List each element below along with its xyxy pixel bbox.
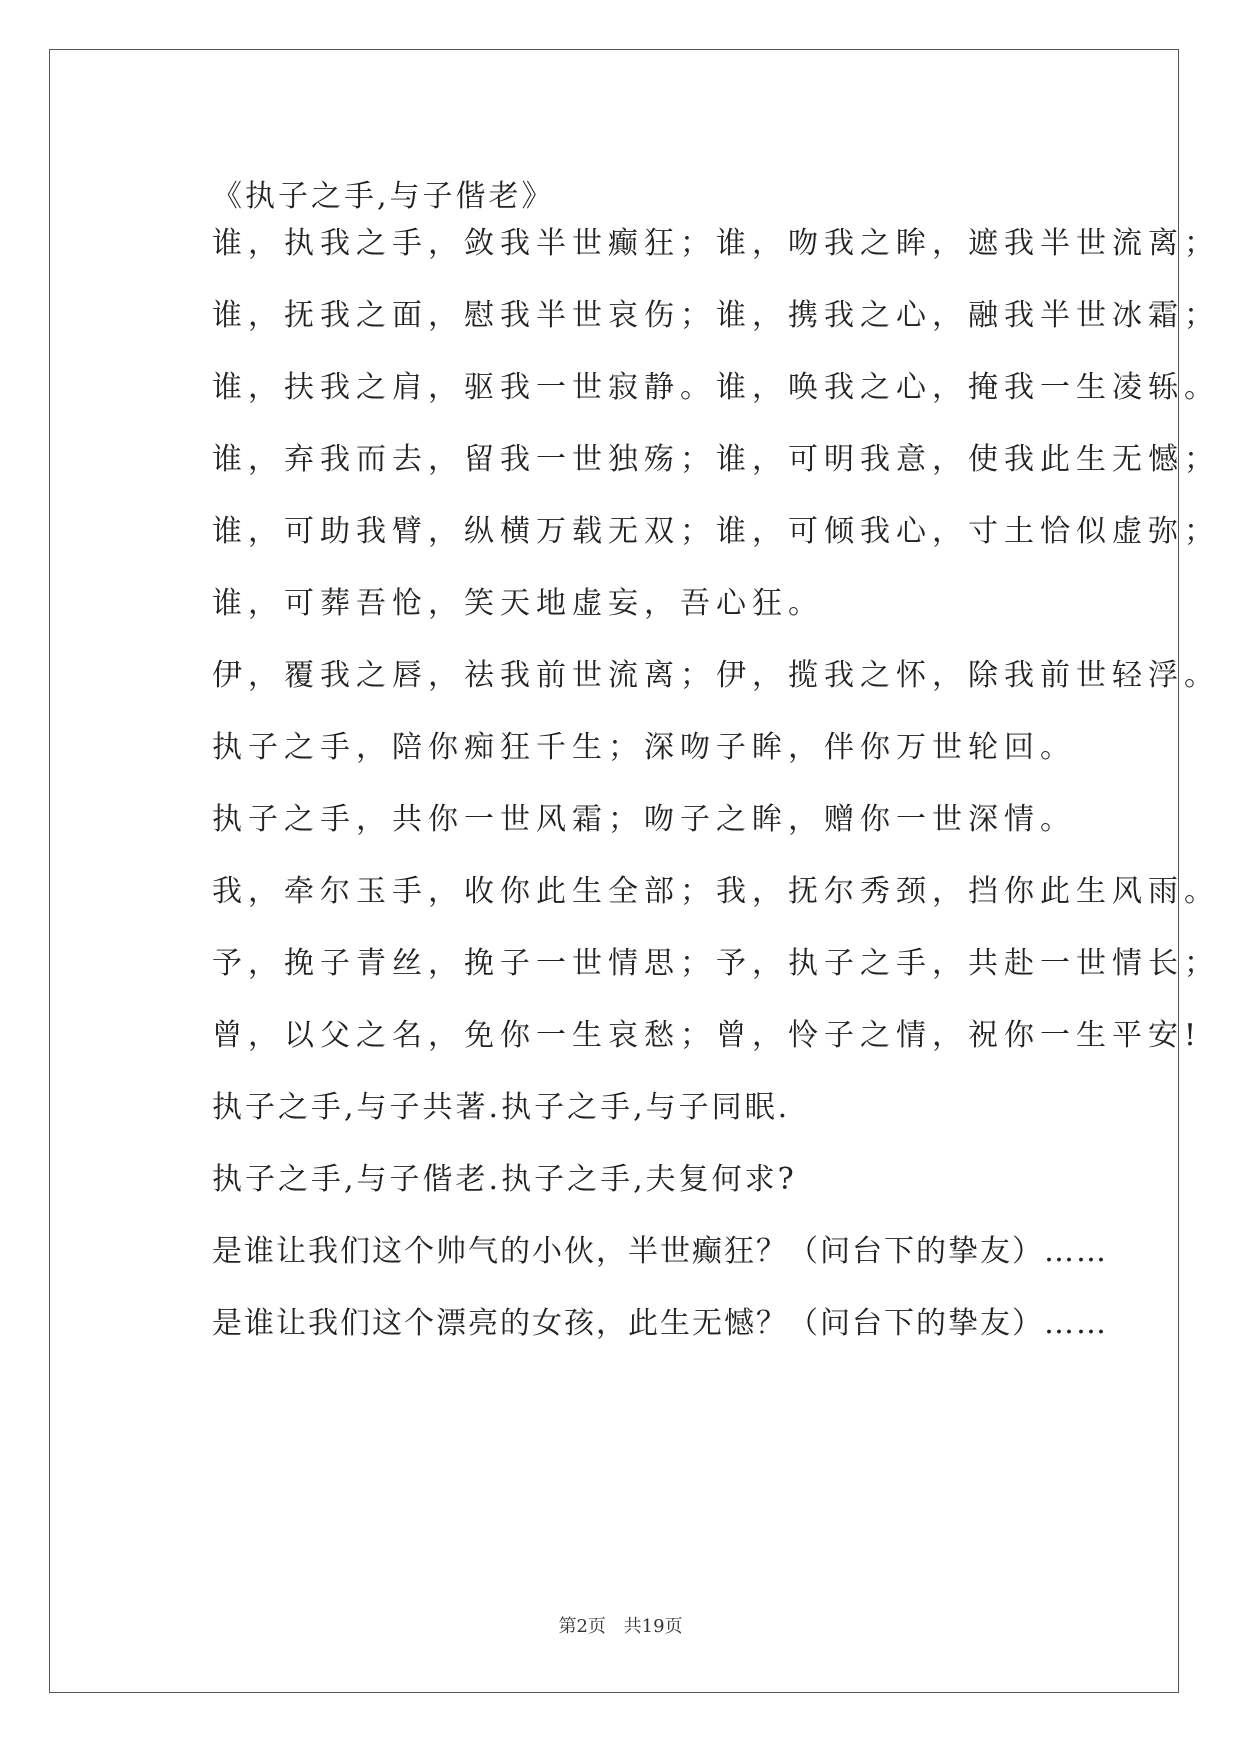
page-footer — [0, 1612, 1241, 1638]
poem-line-4: 谁，弃我而去，留我一世独殇；谁，可明我意，使我此生无憾； — [212, 442, 1220, 477]
poem-line-16: 是谁让我们这个漂亮的女孩，此生无憾？（问台下的挚友）…… — [212, 1306, 1108, 1341]
poem-line-12: 曾，以父之名，免你一生哀愁；曾，怜子之情，祝你一生平安! — [212, 1018, 1203, 1053]
poem-line-8: 执子之手，陪你痴狂千生；深吻子眸，伴你万世轮回。 — [212, 730, 1076, 765]
poem-line-10: 我，牵尔玉手，收你此生全部；我，抚尔秀颈，挡你此生风雨。 — [212, 874, 1220, 909]
poem-line-2: 谁，抚我之面，慰我半世哀伤；谁，携我之心，融我半世冰霜； — [212, 298, 1220, 333]
document-title: 《执子之手,与子偕老》 — [212, 179, 555, 214]
poem-line-3: 谁，扶我之肩，驱我一世寂静。谁，唤我之心，掩我一生凌轹。 — [212, 370, 1220, 405]
poem-line-15: 是谁让我们这个帅气的小伙，半世癫狂？（问台下的挚友）…… — [212, 1234, 1108, 1269]
page-total: 共19页 — [623, 1616, 683, 1637]
poem-line-11: 予，挽子青丝，挽子一世情思；予，执子之手，共赴一世情长； — [212, 946, 1220, 981]
poem-line-9: 执子之手，共你一世风霜；吻子之眸，赠你一世深情。 — [212, 802, 1076, 837]
page-border — [49, 49, 1179, 1693]
poem-line-6: 谁，可葬吾怆，笑天地虚妄，吾心狂。 — [212, 586, 824, 621]
poem-line-5: 谁，可助我臂，纵横万载无双；谁，可倾我心，寸土恰似虚弥； — [212, 514, 1220, 549]
poem-line-7: 伊，覆我之唇，祛我前世流离；伊，揽我之怀，除我前世轻浮。 — [212, 658, 1220, 693]
poem-line-13: 执子之手,与子共著.执子之手,与子同眠. — [212, 1090, 791, 1125]
page-number: 第2页 — [558, 1616, 606, 1637]
poem-line-14: 执子之手,与子偕老.执子之手,夫复何求? — [212, 1162, 797, 1197]
poem-line-1: 谁，执我之手，敛我半世癫狂；谁，吻我之眸，遮我半世流离； — [212, 226, 1220, 261]
